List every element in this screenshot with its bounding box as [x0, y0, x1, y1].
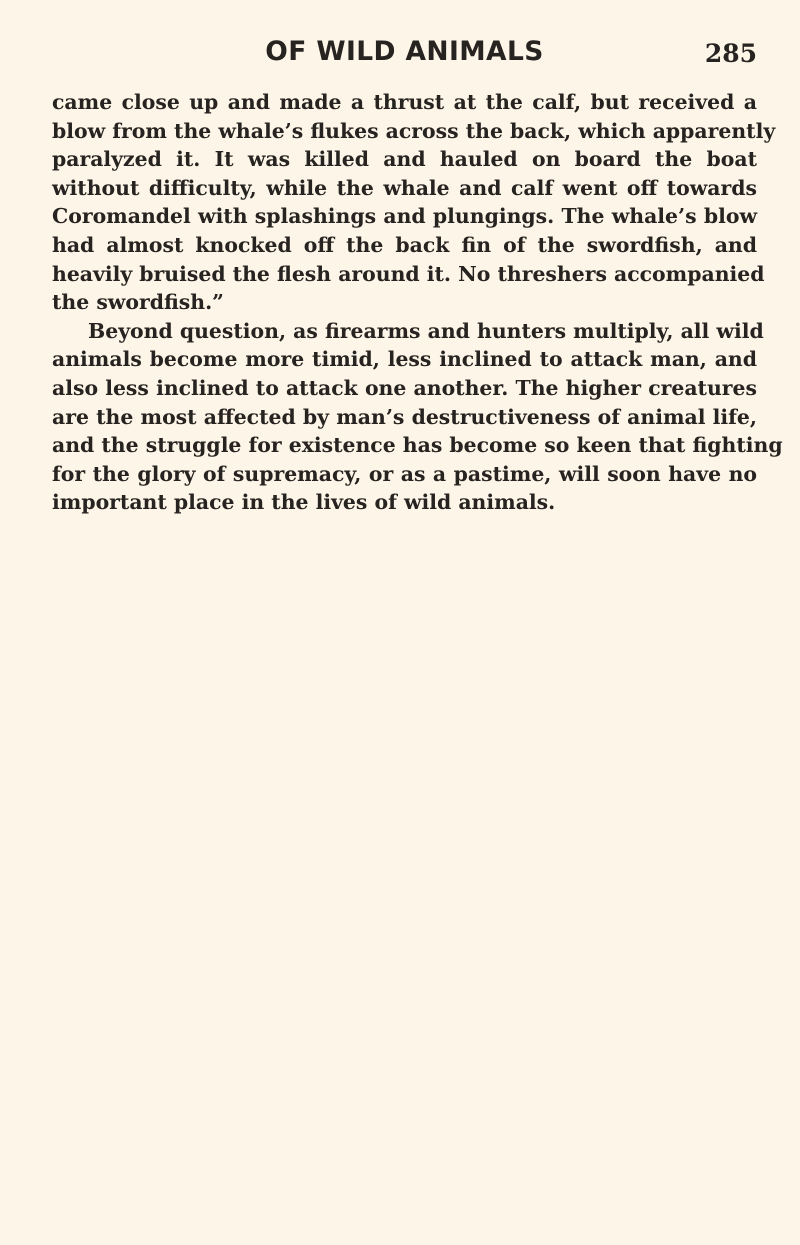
text-line: important place in the lives of wild animals. — [52, 490, 556, 515]
text-line: also less inclined to attack one another. The higher creatures — [52, 375, 757, 400]
text-line: the swordfish.” — [52, 290, 224, 315]
page-number: 285 — [704, 39, 757, 68]
text-line: Coromandel with splashings and plungings. The whale’s blow — [52, 204, 757, 229]
text-line: heavily bruised the flesh around it. No threshers accompanied — [52, 261, 765, 286]
body-text — [52, 88, 783, 517]
text-line: and the struggle for existence has become so keen that fighting — [52, 433, 783, 458]
text-line: for the glory of supremacy, or as a pastime, will soon have no — [52, 461, 757, 486]
text-line: paralyzed it. It was killed and hauled on board the boat — [52, 147, 757, 172]
running-title: OF WILD ANIMALS — [265, 36, 544, 67]
paragraph-first-line: Beyond question, as firearms and hunters multiply, all wild — [88, 318, 764, 343]
text-line: blow from the whale’s flukes across the back, which apparently — [52, 118, 776, 143]
text-line: are the most affected by man’s destructiveness of animal life, — [52, 404, 757, 429]
text-line: without difficulty, while the whale and calf went off towards — [52, 175, 757, 200]
text-line: had almost knocked off the back fin of the swordfish, and — [52, 232, 757, 257]
running-head — [52, 36, 757, 76]
text-line: came close up and made a thrust at the calf, but received a — [52, 90, 757, 114]
text-line: animals become more timid, less inclined to attack man, and — [52, 347, 757, 372]
